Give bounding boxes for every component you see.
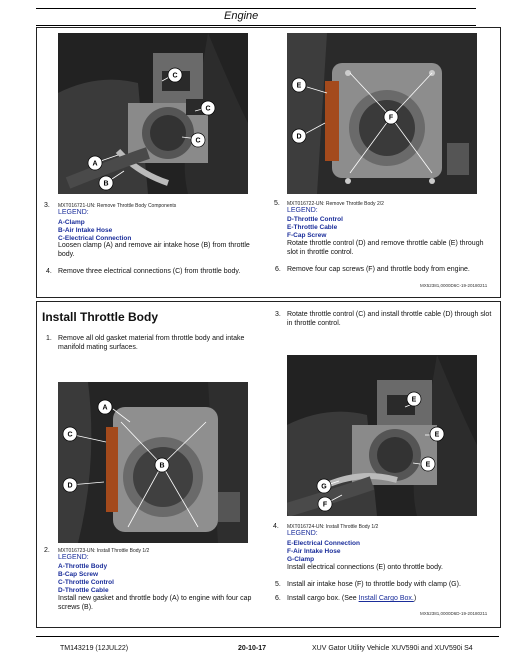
legend-item-f: F-Air Intake Hose xyxy=(287,548,341,555)
fig-install-1-id: MXT016723-UN: Install Throttle Body 1/2 xyxy=(58,548,150,554)
legend-title-3: LEGEND: xyxy=(58,554,89,561)
fig-install-2-id: MXT016724-UN: Install Throttle Body 1/2 xyxy=(287,524,379,530)
install-step-6-pre: Install cargo box. (See xyxy=(287,595,359,602)
legend-item-g: G-Clamp xyxy=(287,556,315,563)
step-3-text: Loosen clamp (A) and remove air intake hose (B) from throttle body. xyxy=(58,242,250,258)
install-step-3-number: 3. xyxy=(275,311,281,318)
fig-remove-2-id: MXT016722-UN: Remove Throttle Body 2/2 xyxy=(287,201,384,207)
install-step-1-text: Remove all old gasket material from throttle body and intake manifold mating surfaces. xyxy=(58,335,245,351)
legend-title-2: LEGEND: xyxy=(287,207,318,214)
install-step-6-text xyxy=(287,594,493,603)
section-1-reference: MX52381,0000D6C-19-20180211 xyxy=(420,283,488,288)
install-step-5-text: Install air intake hose (F) to throttle body with clamp (G). xyxy=(287,581,461,588)
callout-b xyxy=(155,458,169,472)
install-step-4-text: Install electrical connections (E) onto throttle body. xyxy=(287,564,443,571)
install-step-6-number: 6. xyxy=(275,595,281,602)
svg-text:E: E xyxy=(425,461,431,469)
svg-text:A: A xyxy=(102,404,108,412)
callout-e xyxy=(292,78,306,92)
install-step-4-number: 4. xyxy=(273,523,279,530)
svg-text:E: E xyxy=(434,431,440,439)
callout-b xyxy=(99,176,113,190)
legend-item-d: D-Throttle Cable xyxy=(58,587,109,594)
callout-d xyxy=(63,478,77,492)
install-step-6-post: ) xyxy=(413,595,417,602)
step-4-text: Remove three electrical connections (C) from throttle body. xyxy=(58,268,241,275)
photo-install-throttle-body xyxy=(58,382,248,543)
fig-remove-1-number: 3. xyxy=(44,202,50,209)
svg-text:A: A xyxy=(92,160,98,168)
photo-remove-throttle-body xyxy=(287,33,477,194)
svg-text:C: C xyxy=(205,105,211,113)
svg-text:C: C xyxy=(195,137,201,145)
callout-e-2 xyxy=(430,427,444,441)
svg-text:C: C xyxy=(172,72,178,80)
install-step-2-number: 2. xyxy=(44,547,50,554)
install-step-5-number: 5. xyxy=(275,581,281,588)
svg-text:C: C xyxy=(67,431,73,439)
footer-product-title: XUV Gator Utility Vehicle XUV590i and XUV590i S4 xyxy=(312,645,473,652)
footer-rule xyxy=(36,636,499,637)
svg-text:G: G xyxy=(321,483,327,491)
svg-text:E: E xyxy=(411,396,417,404)
photo-remove-throttle-components xyxy=(58,33,248,194)
footer-document-id: TM143219 (12JUL22) xyxy=(60,645,129,652)
step-4-number: 4. xyxy=(46,268,52,275)
callout-c-2 xyxy=(201,101,215,115)
install-step-2-text: Install new gasket and throttle body (A) to engine with four cap screws (B). xyxy=(58,595,252,611)
callout-g xyxy=(317,479,331,493)
callout-e-1 xyxy=(407,392,421,406)
legend-item-a: A-Throttle Body xyxy=(58,563,108,570)
callout-d xyxy=(292,129,306,143)
legend-item-a: A-Clamp xyxy=(58,219,85,226)
svg-text:F: F xyxy=(322,501,328,509)
svg-text:D: D xyxy=(296,133,302,141)
callout-a xyxy=(88,156,102,170)
legend-item-b: B-Cap Screw xyxy=(58,571,99,578)
callout-f xyxy=(384,110,398,124)
step-6-number: 6. xyxy=(275,266,281,273)
fig-remove-2-number: 5. xyxy=(274,200,280,207)
callout-c-1 xyxy=(168,68,182,82)
legend-title-4: LEGEND: xyxy=(287,530,318,537)
legend-title: LEGEND: xyxy=(58,209,89,216)
install-cargo-box-link[interactable]: Install Cargo Box. xyxy=(358,595,414,602)
footer-page-number: 20-10-17 xyxy=(238,645,267,652)
callout-c xyxy=(63,427,77,441)
callout-e-3 xyxy=(421,457,435,471)
svg-text:B: B xyxy=(103,180,109,188)
step-5-text: Rotate throttle control (D) and remove throttle cable (E) through slot in throttle control. xyxy=(287,240,484,256)
section-2-reference: MX52381,0000D6D-19-20180211 xyxy=(420,611,488,616)
photo-install-connections xyxy=(287,355,477,516)
svg-text:F: F xyxy=(388,114,394,122)
legend-item-b: B-Air Intake Hose xyxy=(58,227,113,234)
header-rule xyxy=(36,8,476,9)
legend-item-f: F-Cap Screw xyxy=(287,232,327,239)
install-step-1-number: 1. xyxy=(46,335,52,342)
fig-remove-1-id: MXT016721-UN: Remove Throttle Body Components xyxy=(58,203,177,209)
svg-text:E: E xyxy=(296,82,302,90)
legend-item-d: D-Throttle Control xyxy=(287,216,343,223)
legend-item-c: C-Throttle Control xyxy=(58,579,114,586)
install-step-3-text: Rotate throttle control (C) and install throttle cable (D) through slot in throttle control. xyxy=(287,311,492,327)
step-6-text: Remove four cap screws (F) and throttle body from engine. xyxy=(287,266,470,273)
legend-item-e: E-Throttle Cable xyxy=(287,224,338,231)
legend-item-e: E-Electrical Connection xyxy=(287,540,360,547)
page-header-title: Engine xyxy=(224,10,259,22)
section-title: Install Throttle Body xyxy=(42,310,159,324)
svg-text:B: B xyxy=(159,462,165,470)
svg-text:D: D xyxy=(67,482,73,490)
callout-f xyxy=(318,497,332,511)
callout-c-3 xyxy=(191,133,205,147)
header-rule-bottom xyxy=(36,25,476,26)
legend-item-c: C-Electrical Connection xyxy=(58,235,132,242)
callout-a xyxy=(98,400,112,414)
